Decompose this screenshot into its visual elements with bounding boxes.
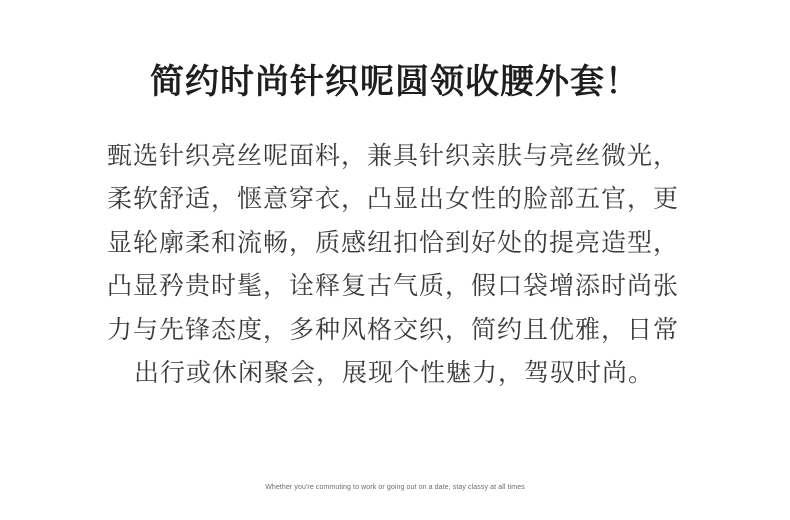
description-line: 出行或休闲聚会，展现个性魅力，驾驭时尚。 bbox=[134, 358, 655, 388]
description-line: 显轮廓柔和流畅，质感纽扣恰到好处的提亮造型， bbox=[107, 227, 680, 257]
footer-caption: Whether you're commuting to work or going out on a date, stay classy at all times bbox=[265, 484, 525, 491]
page-title: 简约时尚针织呢圆领收腰外套！ bbox=[150, 62, 640, 102]
description-line: 甄选针织亮丝呢面料，兼具针织亲肤与亮丝微光， bbox=[107, 141, 680, 170]
description-line: 力与先锋态度，多种风格交织，简约且优雅，日常 bbox=[107, 314, 680, 344]
description-paragraph bbox=[0, 134, 790, 394]
description-line: 凸显矜贵时髦，诠释复古气质，假口袋增添时尚张 bbox=[107, 271, 680, 301]
description-line: 柔软舒适，惬意穿衣，凸显出女性的脸部五官，更 bbox=[107, 184, 680, 214]
